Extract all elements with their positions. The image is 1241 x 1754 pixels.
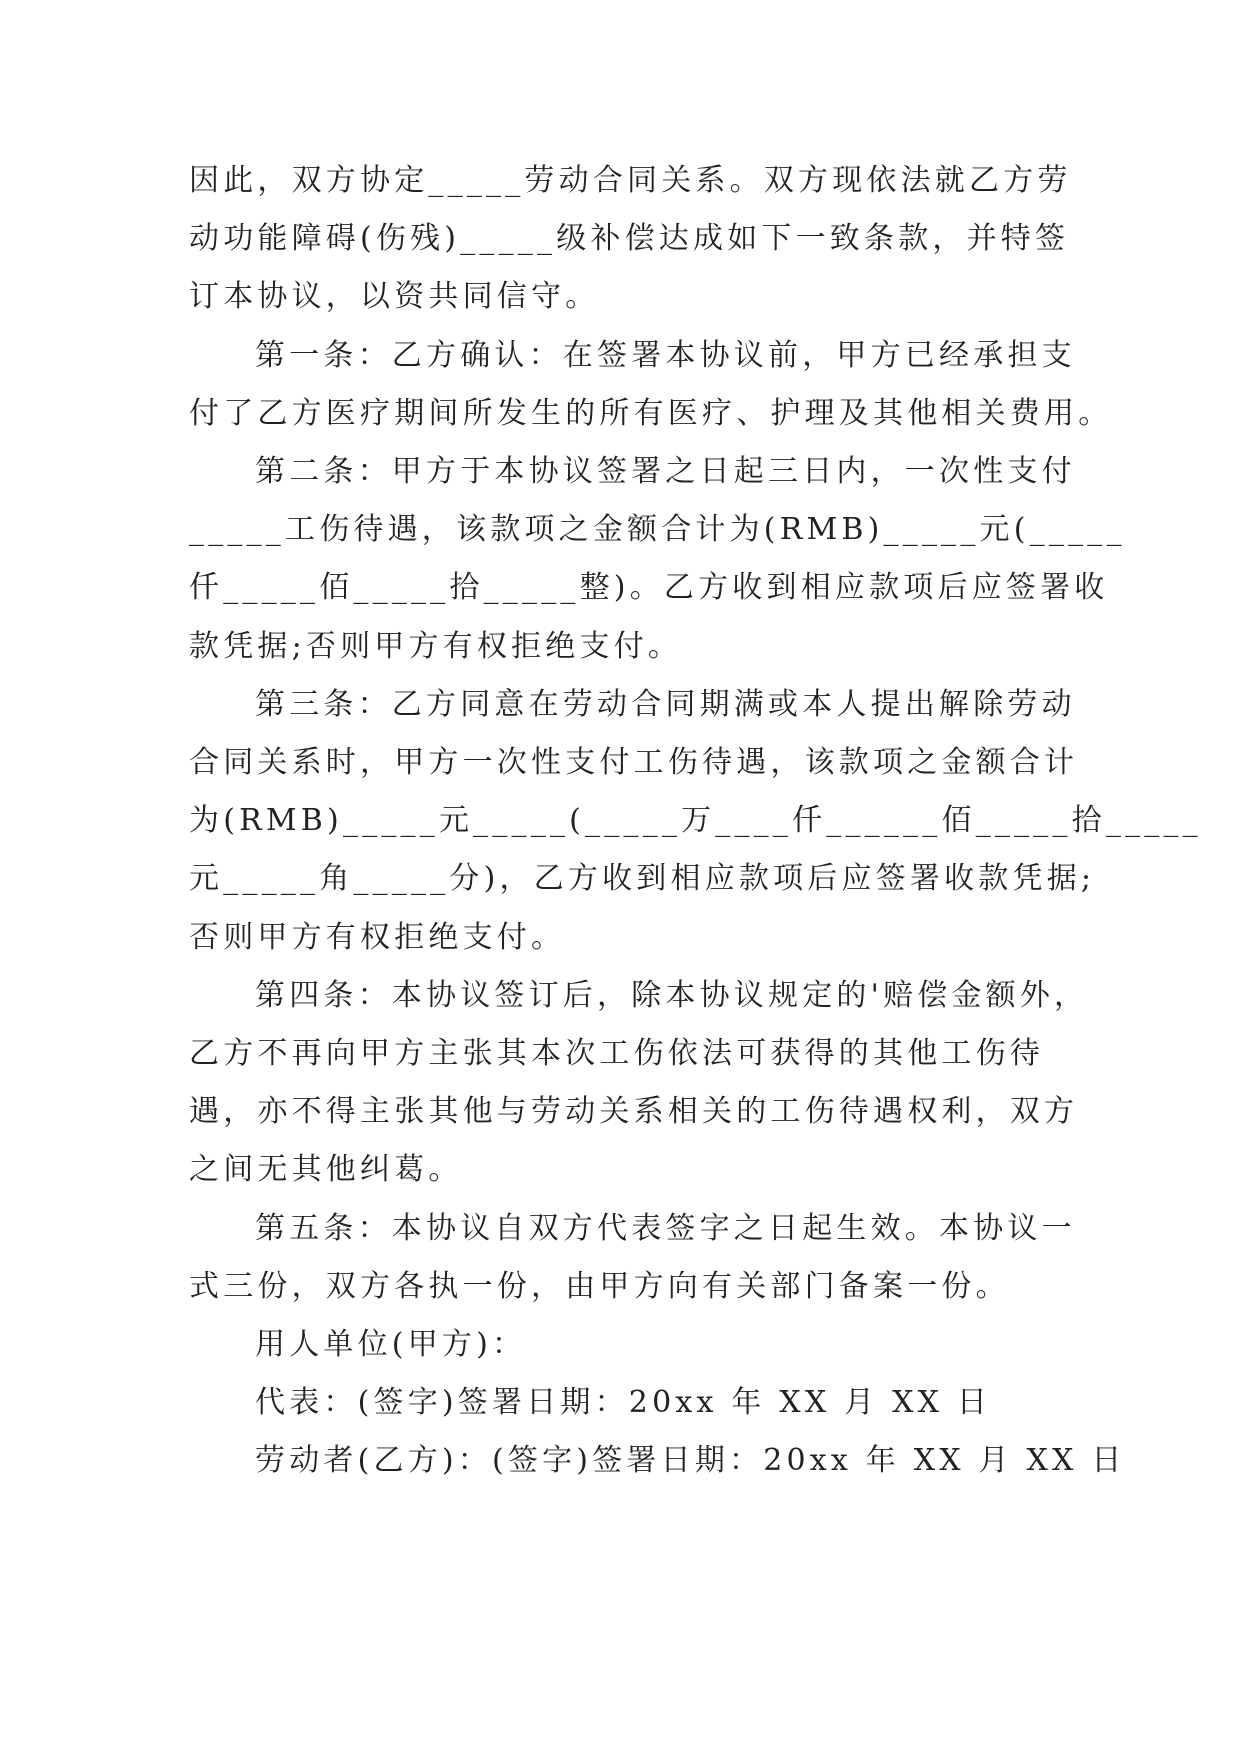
text-line: 因此，双方协定_____劳动合同关系。双方现依法就乙方劳: [189, 163, 1072, 198]
text-line: 动功能障碍(伤残)_____级补偿达成如下一致条款，并特签: [189, 221, 1070, 257]
text-line: 否则甲方有权拒绝支付。: [189, 919, 566, 955]
text-line: 第二条：甲方于本协议签署之日起三日内，一次性支付: [255, 454, 1076, 490]
text-line: 乙方不再向甲方主张其本次工伤依法可获得的其他工伤待: [189, 1036, 1044, 1072]
text-line: 订本协议，以资共同信守。: [189, 279, 600, 315]
text-line: _____工伤待遇，该款项之金额合计为(RMB)_____元(_____: [189, 512, 1126, 548]
text-line: 遇，亦不得主张其他与劳动关系相关的工伤待遇权利，双方: [189, 1094, 1079, 1130]
employer-label: 用人单位(甲方)：: [255, 1327, 527, 1363]
text-line: 付了乙方医疗期间所发生的所有医疗、护理及其他相关费用。: [189, 395, 1113, 431]
text-line: 仟_____佰_____拾_____整)。乙方收到相应款项后应签署收: [189, 570, 1109, 606]
text-line: 第一条：乙方确认：在签署本协议前，甲方已经承担支: [255, 337, 1076, 373]
intro-paragraph: [189, 152, 1072, 327]
article-2: [189, 443, 1126, 676]
text-line: 式三份，双方各执一份，由甲方向有关部门备案一份。: [189, 1268, 1010, 1304]
representative-signature-line: 代表：(签字)签署日期：20xx 年 XX 月 XX 日: [255, 1385, 992, 1421]
article-1: [189, 327, 1113, 443]
text-line: 合同关系时，甲方一次性支付工伤待遇，该款项之金额合计: [189, 745, 1079, 781]
document-body: [189, 152, 1202, 1491]
worker-signature-line: 劳动者(乙方)：(签字)签署日期：20xx 年 XX 月 XX 日: [255, 1443, 1126, 1479]
text-line: 为(RMB)_____元_____(_____万____仟______佰_____拾_____: [189, 803, 1202, 839]
text-line: 第三条：乙方同意在劳动合同期满或本人提出解除劳动: [255, 686, 1076, 722]
text-line: 之间无其他纠葛。: [189, 1152, 463, 1188]
article-4: [189, 967, 1089, 1200]
text-line: 第四条：本协议签订后，除本协议规定的'赔偿金额外，: [255, 977, 1089, 1013]
article-5: [189, 1200, 1076, 1316]
text-line: 款凭据;否则甲方有权拒绝支付。: [189, 628, 683, 664]
text-line: 元_____角_____分)，乙方收到相应款项后应签署收款凭据;: [189, 861, 1096, 897]
text-line: 第五条：本协议自双方代表签字之日起生效。本协议一: [255, 1210, 1076, 1246]
article-3: [189, 676, 1202, 967]
